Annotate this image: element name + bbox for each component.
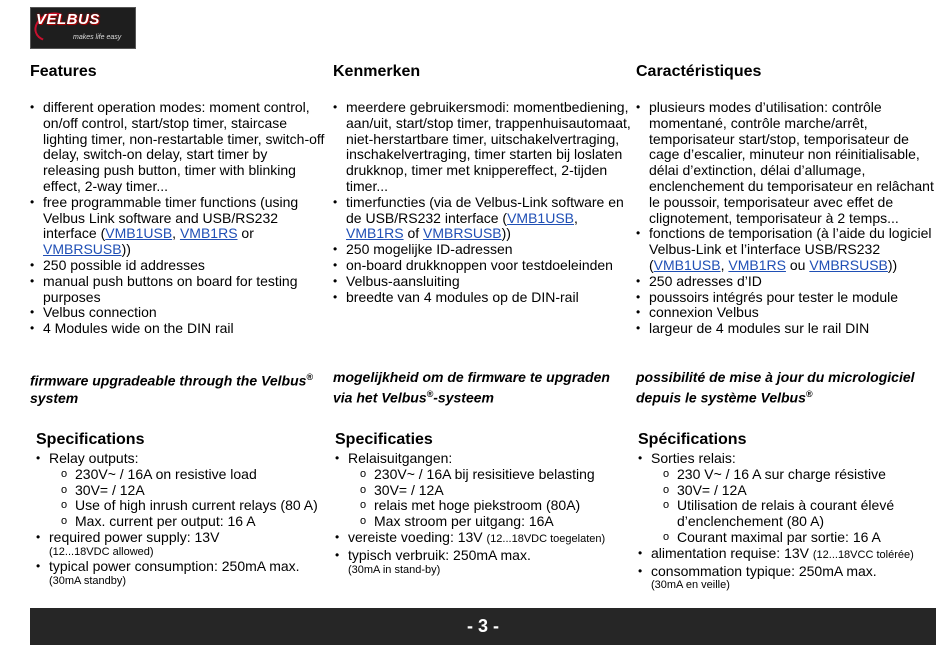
list-item: • plusieurs modes d’utilisation: contrôle momentané, contrôle marche/arrêt, temporisateur start/stop, temporisateur de cage d’escalier, minuteur non réinitialisable, délai d’extinction, délai d’allumage, enclenchement du temporisateur en relâchant le poussoir, temporisateur avec effet de clignotement, temporisateur à 2 temps... [636, 100, 934, 226]
list-item: o relais met hoge piekstroom (80A) [348, 498, 635, 514]
list-item: o 30V= / 12A [49, 483, 336, 499]
list-item: • Sorties relais: o 230 V~ / 16 A sur charge résistive o 30V= / 12A o Utilisation de relais à courant élevé d’enclenchement (80 A) o Courant maximal par sortie: 16 A [638, 451, 938, 546]
list-item: • required power supply: 13V (12...18VDC allowed) [36, 530, 336, 559]
list-item: • vereiste voeding: 13V (12...18VDC toegelaten) [335, 530, 635, 548]
list-item: o 230V~ / 16A bij resisitieve belasting [348, 467, 635, 483]
list-item: • fonctions de temporisation (à l’aide du logiciel Velbus-Link et l’interface USB/RS232 (VMB1USB, VMB1RS ou VMBRSUSB)) [636, 226, 934, 273]
list-item: • Relay outputs: o 230V~ / 16A on resistive load o 30V= / 12A o Use of high inrush current relays (80 A) o Max. current per output: 16 A [36, 451, 336, 530]
list-item: o 30V= / 12A [348, 483, 635, 499]
specifications-list [335, 451, 635, 577]
list-item: • 250 adresses d’ID [636, 274, 934, 290]
firmware-note: possibilité de mise à jour du micrologiciel depuis le système Velbus® [636, 369, 915, 406]
specifications-list [638, 451, 938, 592]
list-item: o Courant maximal par sortie: 16 A [651, 530, 938, 546]
link-vmb1usb[interactable]: VMB1USB [105, 225, 173, 242]
list-item: • typisch verbruik: 250mA max. (30mA in stand-by) [335, 548, 635, 577]
velbus-logo [30, 7, 136, 49]
link-vmb1rs[interactable]: VMB1RS [728, 256, 786, 273]
specifications-title: Specifications [36, 431, 145, 448]
features-list [636, 100, 934, 337]
logo-tagline: makes life easy [73, 34, 122, 41]
relay-sub-list [348, 467, 635, 530]
features-list [333, 100, 631, 305]
list-item: • largeur de 4 modules sur le rail DIN [636, 321, 934, 337]
specifications-title: Specificaties [335, 431, 433, 448]
list-item: • meerdere gebruikersmodi: momentbediening, aan/uit, start/stop timer, trappenhuisautomaat, niet-herstartbare timer, uitschakelvertraging, inschakelvertraging, timer starten bij loslaten drukknop, timer met knippereffect, 2-tijden timer... [333, 100, 631, 195]
link-vmbrsusb[interactable]: VMBRSUSB [43, 241, 122, 258]
list-item: • 4 Modules wide on the DIN rail [30, 321, 328, 337]
link-vmbrsusb[interactable]: VMBRSUSB [809, 256, 888, 273]
list-item: • typical power consumption: 250mA max. (30mA standby) [36, 559, 336, 588]
specifications-title: Spécifications [638, 431, 747, 448]
list-item: • different operation modes: moment control, on/off control, start/stop timer, staircase lighting timer, non-restartable timer, switch-off delay, switch-on delay, start timer by releasing push button, timer with blinking effect, 2-way timer... [30, 100, 328, 195]
list-item: • timerfuncties (via de Velbus-Link software en de USB/RS232 interface (VMB1USB, VMB1RS of VMBRSUSB)) [333, 195, 631, 242]
list-item: • Velbus-aansluiting [333, 274, 631, 290]
features-title: Features [30, 63, 97, 80]
features-title: Kenmerken [333, 63, 421, 80]
firmware-note: firmware upgradeable through the Velbus® system [30, 372, 314, 406]
list-item: • alimentation requise: 13V (12...18VCC tolérée) [638, 546, 938, 564]
list-item: o 30V= / 12A [651, 483, 938, 499]
link-vmbrsusb[interactable]: VMBRSUSB [423, 225, 502, 242]
list-item: o Utilisation de relais à courant élevé d’enclenchement (80 A) [651, 498, 938, 530]
list-item: • poussoirs intégrés pour tester le module [636, 290, 934, 306]
features-title: Caractéristiques [636, 63, 762, 80]
link-vmb1usb[interactable]: VMB1USB [653, 256, 721, 273]
list-item: o 230 V~ / 16 A sur charge résistive [651, 467, 938, 483]
link-vmb1usb[interactable]: VMB1USB [507, 209, 575, 226]
list-item: o 230V~ / 16A on resistive load [49, 467, 336, 483]
logo-brand: VELBUS [36, 11, 100, 28]
relay-sub-list [49, 467, 336, 530]
column-french [636, 62, 936, 592]
list-item: o Max. current per output: 16 A [49, 514, 336, 530]
column-english [30, 62, 330, 587]
list-item: • 250 mogelijke ID-adressen [333, 242, 631, 258]
column-dutch [333, 62, 633, 576]
link-vmb1rs[interactable]: VMB1RS [179, 225, 238, 242]
page-number: - 3 - [466, 616, 499, 636]
list-item: • 250 possible id addresses [30, 258, 328, 274]
list-item: • consommation typique: 250mA max. (30mA en veille) [638, 564, 938, 593]
list-item: • breedte van 4 modules op de DIN-rail [333, 290, 631, 306]
firmware-note: mogelijkheid om de firmware te upgraden via het Velbus®-systeem [333, 369, 610, 406]
link-vmb1rs[interactable]: VMB1RS [346, 225, 404, 242]
specifications-list [36, 451, 336, 588]
relay-sub-list [651, 467, 938, 546]
list-item: • Velbus connection [30, 305, 328, 321]
list-item: • connexion Velbus [636, 305, 934, 321]
list-item: • Relaisuitgangen: o 230V~ / 16A bij resisitieve belasting o 30V= / 12A o relais met hoge piekstroom (80A) o Max stroom per uitgang: 16A [335, 451, 635, 530]
list-item: • on-board drukknoppen voor testdoeleinden [333, 258, 631, 274]
list-item: o Use of high inrush current relays (80 A) [49, 498, 336, 514]
list-item: o Max stroom per uitgang: 16A [348, 514, 635, 530]
page-footer [30, 608, 936, 645]
list-item: • manual push buttons on board for testing purposes [30, 274, 328, 306]
features-list [30, 100, 328, 337]
list-item: • free programmable timer functions (using Velbus Link software and USB/RS232 interface (VMB1USB, VMB1RS or VMBRSUSB)) [30, 195, 328, 258]
